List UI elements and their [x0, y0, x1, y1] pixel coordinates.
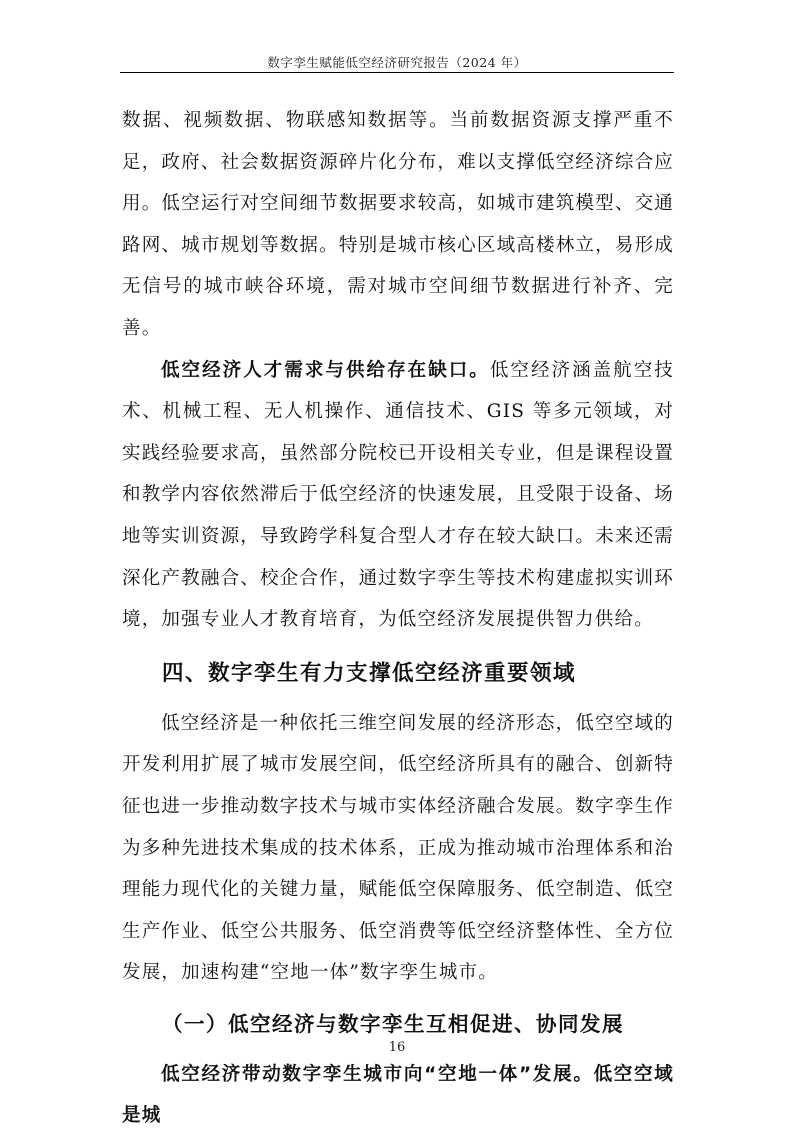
page-number: 16 — [388, 1040, 406, 1055]
paragraph-text: 低空经济涵盖航空技术、机械工程、无人机操作、通信技术、GIS 等多元领域，对实践经验要求高，虽然部分院校已开设相关专业，但是课程设置和教学内容依然滞后于低空经济的快速发展，且受限于设备、场地等实训资源，导致跨学科复合型人才存在较大缺口。未来还需深化产教融合、校企合作，通过数字孪生等技术构建虚拟实训环境，加强专业人才教育培育，为低空经济发展提供智力供给。 — [122, 359, 674, 631]
section-heading-4: 四、数字孪生有力支撑低空经济重要领域 — [162, 660, 577, 686]
paragraph-talent-gap — [122, 350, 674, 641]
paragraph-lead-bold: 低空经济人才需求与供给存在缺口。 — [161, 359, 490, 381]
paragraph-low-altitude-economy: 低空经济是一种依托三维空间发展的经济形态，低空空域的开发利用扩展了城市发展空间，低空经济所具有的融合、创新特征也进一步推动数字技术与城市实体经济融合发展。数字孪生作为多种先进技术集成的技术体系，正成为推动城市治理体系和治理能力现代化的关键力量，赋能低空保障服务、低空制造、低空生产作业、低空公共服务、低空消费等低空经济整体性、全方位发展，加速构建“空地一体”数字孪生城市。 — [122, 712, 674, 984]
subsection-heading-1: （一）低空经济与数字孪生互相促进、协同发展 — [162, 1011, 624, 1036]
paragraph-data-resources: 数据、视频数据、物联感知数据等。当前数据资源支撑严重不足，政府、社会数据资源碎片化分布，难以支撑低空经济综合应用。低空运行对空间细节数据要求较高，如城市建筑模型、交通路网、城市规划等数据。特别是城市核心区域高楼林立，易形成无信号的城市峡谷环境，需对城市空间细节数据进行补齐、完善。 — [122, 110, 674, 339]
page-body — [122, 100, 674, 1137]
paragraph-lead-bold: 低空经济带动数字孪生城市向“空地一体”发展。低空空域是城 — [122, 1063, 674, 1127]
paragraph-air-ground-integration — [122, 1054, 674, 1137]
header-divider — [120, 72, 674, 73]
running-header: 数字孪生赋能低空经济研究报告（2024 年） — [267, 55, 527, 70]
